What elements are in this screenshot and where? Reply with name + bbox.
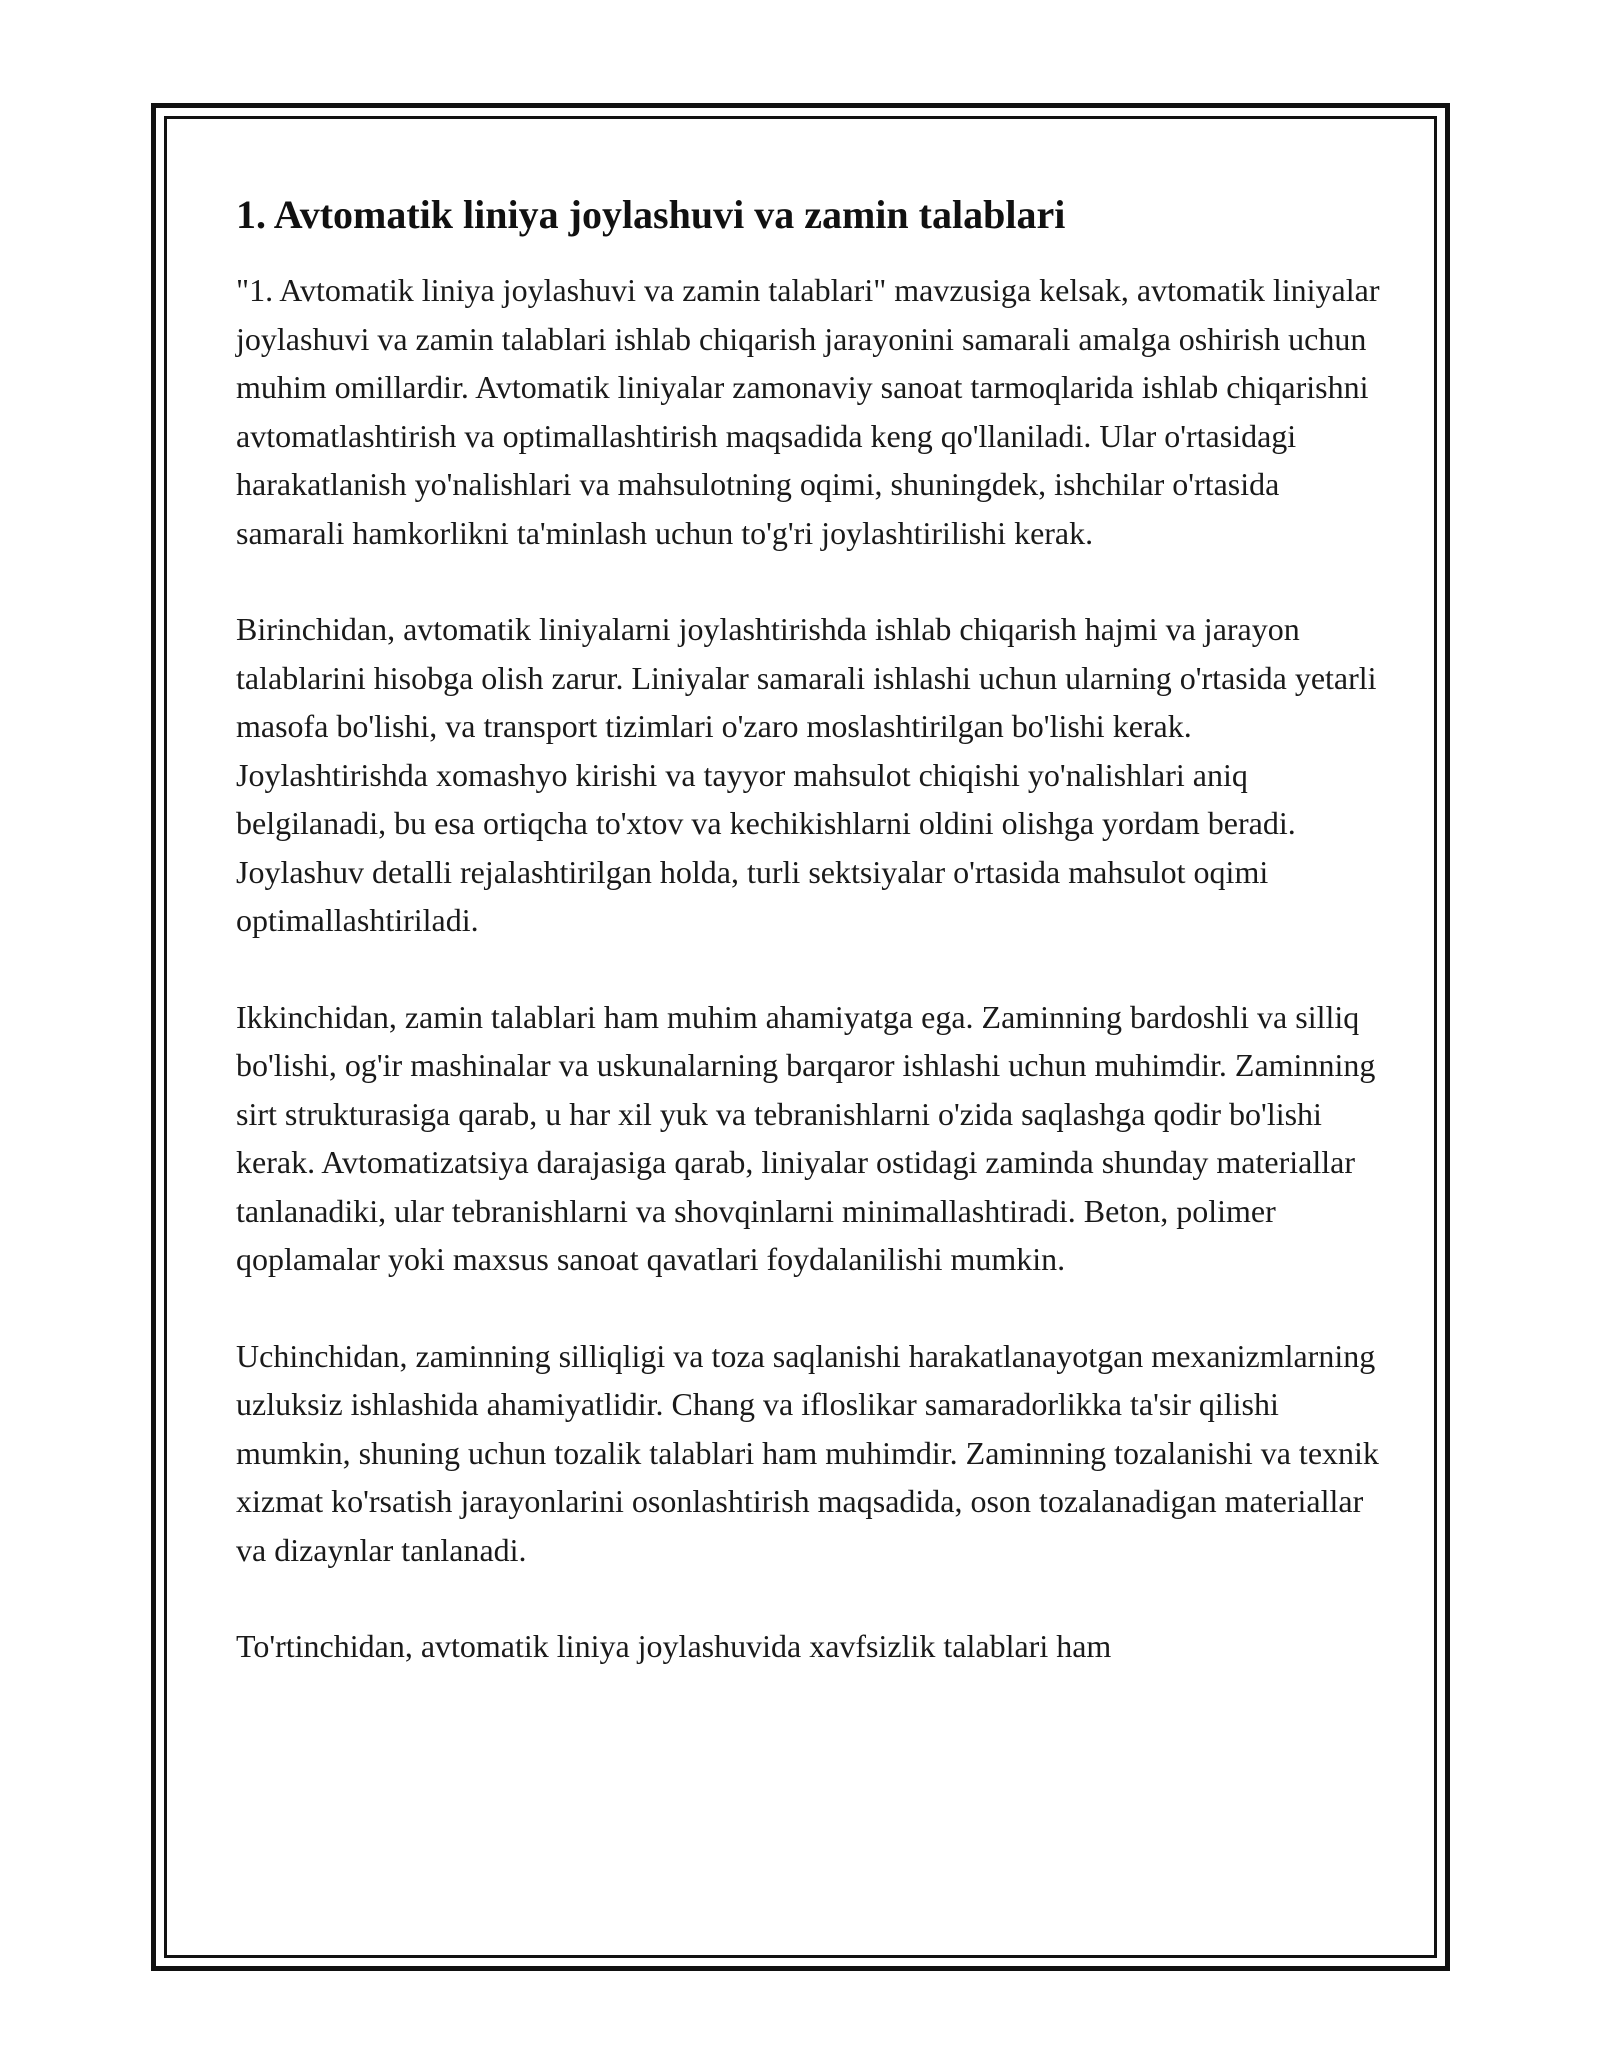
paragraph-second: Ikkinchidan, zamin talablari ham muhim ahamiyatga ega. Zaminning bardoshli va silliq bo'lishi, og'ir mashinalar va uskunalarning barqaror ishlashi uchun muhimdir. Zaminning sirt strukturasiga qarab, u har xil yuk va tebranishlarni o'zida saqlashga qodir bo'lishi kerak. Avtomatizatsiya darajasiga qarab, liniyalar ostidagi zaminda shunday materiallar tanlanadiki, ular tebranishlarni va shovqinlarni minimallashtiradi. Beton, polimer qoplamalar yoki maxsus sanoat qavatlari foydalanilishi mumkin. — [236, 998, 1376, 1277]
document-body — [236, 186, 1386, 1719]
paragraph-fourth: To'rtinchidan, avtomatik liniya joylashuvida xavfsizlik talablari ham — [236, 1628, 1112, 1664]
paragraph-third: Uchinchidan, zaminning silliqligi va toza saqlanishi harakatlanayotgan mexanizmlarning uzluksiz ishlashida ahamiyatlidir. Chang va ifloslikar samaradorlikka ta'sir qilishi mumkin, shuning uchun tozalik talablari ham muhimdir. Zaminning tozalanishi va texnik xizmat ko'rsatish jarayonlarini osonlashtirish maqsadida, oson tozalanadigan materiallar va dizaynlar tanlanadi. — [236, 1337, 1379, 1568]
paragraph-first: Birinchidan, avtomatik liniyalarni joylashtirishda ishlab chiqarish hajmi va jarayon talablarini hisobga olish zarur. Liniyalar samarali ishlashi uchun ularning o'rtasida yetarli masofa bo'lishi, va transport tizimlari o'zaro moslashtirilgan bo'lishi kerak. Joylashtirishda xomashyo kirishi va tayyor mahsulot chiqishi yo'nalishlari aniq belgilanadi, bu esa ortiqcha to'xtov va kechikishlarni oldini olishga yordam beradi. Joylashuv detalli rejalashtirilgan holda, turli sektsiyalar o'rtasida mahsulot oqimi optimallashtiriladi. — [236, 611, 1377, 938]
section-heading: 1. Avtomatik liniya joylashuvi va zamin talablari — [236, 192, 1066, 237]
paragraph-intro: "1. Avtomatik liniya joylashuvi va zamin talablari" mavzusiga kelsak, avtomatik liniyalar joylashuvi va zamin talablari ishlab chiqarish jarayonini samarali amalga oshirish uchun muhim omillardir. Avtomatik liniyalar zamonaviy sanoat tarmoqlarida ishlab chiqarishni avtomatlashtirish va optimallashtirish maqsadida keng qo'llaniladi. Ular o'rtasidagi harakatlanish yo'nalishlari va mahsulotning oqimi, shuningdek, ishchilar o'rtasida samarali hamkorlikni ta'minlash uchun to'g'ri joylashtirilishi kerak. — [236, 272, 1380, 551]
